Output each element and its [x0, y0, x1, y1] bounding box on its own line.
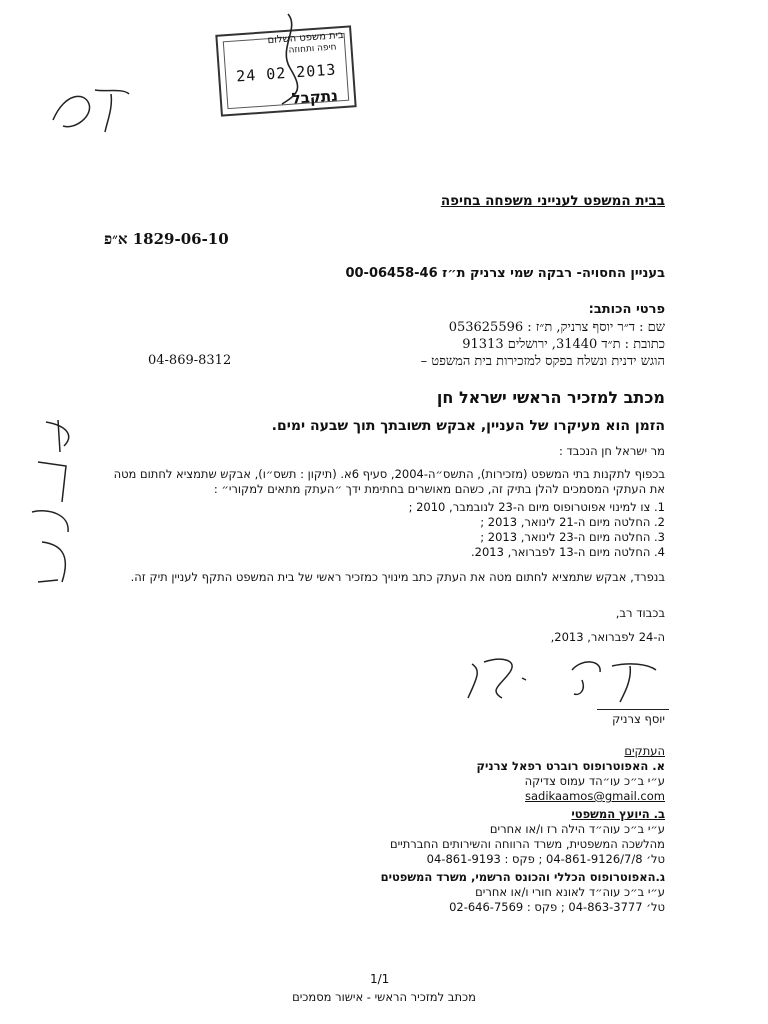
- stamp-court-name: בית משפט השלום: [267, 29, 345, 47]
- urgency-line: הזמן הוא מעיקרו של העניין, אבקש תשובתך תוך שבעה ימים.: [271, 418, 665, 434]
- copy-b-title: ב. היועץ המשפטי: [571, 807, 665, 821]
- copy-c-title: ג.האפוטרופוס הכללי והכונס הרשמי, משרד המשפטים: [380, 870, 665, 884]
- sender-address-line: כתובת : ת״ד 31440, ירושלים 91313: [462, 337, 665, 352]
- footer-title: מכתב למזכיר הראשי - אישור מסמכים: [292, 990, 476, 1004]
- copy-c-attorney: ע״י ב״כ עוה״ד לאונא חורי ו/או אחרים: [475, 885, 665, 899]
- copies-heading: העתקים: [624, 744, 665, 758]
- sender-name-line: שם : ד״ר יוסף צרניק, ת״ז : 053625596: [448, 320, 665, 335]
- pen-stroke-over-stamp: [270, 8, 310, 108]
- letter-title: מכתב למזכיר הראשי ישראל חן: [436, 388, 665, 407]
- copy-b-phone: טל׳ 04-861-9126/7/8 ; פקס : 04-861-9193: [426, 852, 665, 866]
- court-name-heading: בבית המשפט לענייני משפחה בחיפה: [440, 193, 665, 209]
- letter-date: ה-24 לפברואר, 2013,: [550, 630, 665, 644]
- intro-paragraph: בכפוף לתקנות בתי המשפט (מזכירות), התשס״ה-2004, סעיף 6א. (תיקון : תשס״ו), אבקש שתמציא לחתום מטה את העתקי המסמכים להלן בתיק זה, כשהם מאושרים בחתימת ידך ״העתק מתאים למקורי״ :: [113, 467, 665, 496]
- sender-details-title: פרטי הכותב:: [588, 302, 665, 317]
- copy-a-attorney: ע״י ב״כ עו״הד עמוס צדיקה: [524, 774, 665, 788]
- list-item: 1. צו למינוי אפוטרופוס מיום ה-23 לנובמבר, 2010 ;: [408, 500, 665, 514]
- page-number: 1/1: [370, 972, 390, 986]
- stamp-court-location: חיפה ותחוזה: [288, 42, 337, 56]
- list-item: 2. החלטה מיום ה-21 לינואר, 2013 ;: [480, 515, 665, 529]
- signature-line: [597, 709, 669, 710]
- copy-b-office: מהלשכה המשפטית, משרד הרווחה והשירותים החברתיים: [389, 837, 665, 851]
- delivery-note-line: הוגש ידנית ונשלח בפקס למזכירות בית המשפט –: [420, 354, 665, 369]
- copy-c-phone: טל׳ 04-863-3777 ; פקס : 02-646-7569: [449, 900, 665, 914]
- handwritten-margin-note: [18, 412, 88, 592]
- handwritten-signature: [462, 650, 662, 710]
- signer-name: יוסף צרניק: [612, 712, 665, 726]
- greeting: מר ישראל חן הנכבד :: [558, 444, 665, 458]
- copy-b-attorney: ע״י ב״כ עוה״ד הילה רז ו/או אחרים: [489, 822, 665, 836]
- case-reference: 1829-06-10 א״פ: [104, 230, 229, 248]
- copy-a-email-link[interactable]: sadikaamos@gmail.com: [525, 789, 665, 803]
- court-fax-number: 04-869-8312: [148, 353, 232, 368]
- list-item: 4. החלטה מיום ה-13 לפברואר, 2013.: [470, 545, 665, 559]
- stamp-date: 24 02 2013: [235, 60, 337, 86]
- separately-paragraph: בנפרד, אבקש שתמציא לחתום מטה את העתק כתב מינויך כמזכיר ראשי של בית המשפט התקף לעניין תיק זה.: [130, 570, 665, 584]
- list-item: 3. החלטה מיום ה-23 לינואר, 2013 ;: [480, 530, 665, 544]
- regards: בכבוד רב,: [615, 606, 665, 620]
- stamp-received-label: נתקבל: [291, 86, 339, 108]
- copy-a-title: א. האפוטרופוס רוברט רפאל צרניק: [476, 759, 665, 773]
- matter-line: בעניין החסויה- רבקה שמי צרניק ת״ז 00-06458-46: [345, 266, 665, 281]
- handwritten-initials-top: [45, 82, 135, 137]
